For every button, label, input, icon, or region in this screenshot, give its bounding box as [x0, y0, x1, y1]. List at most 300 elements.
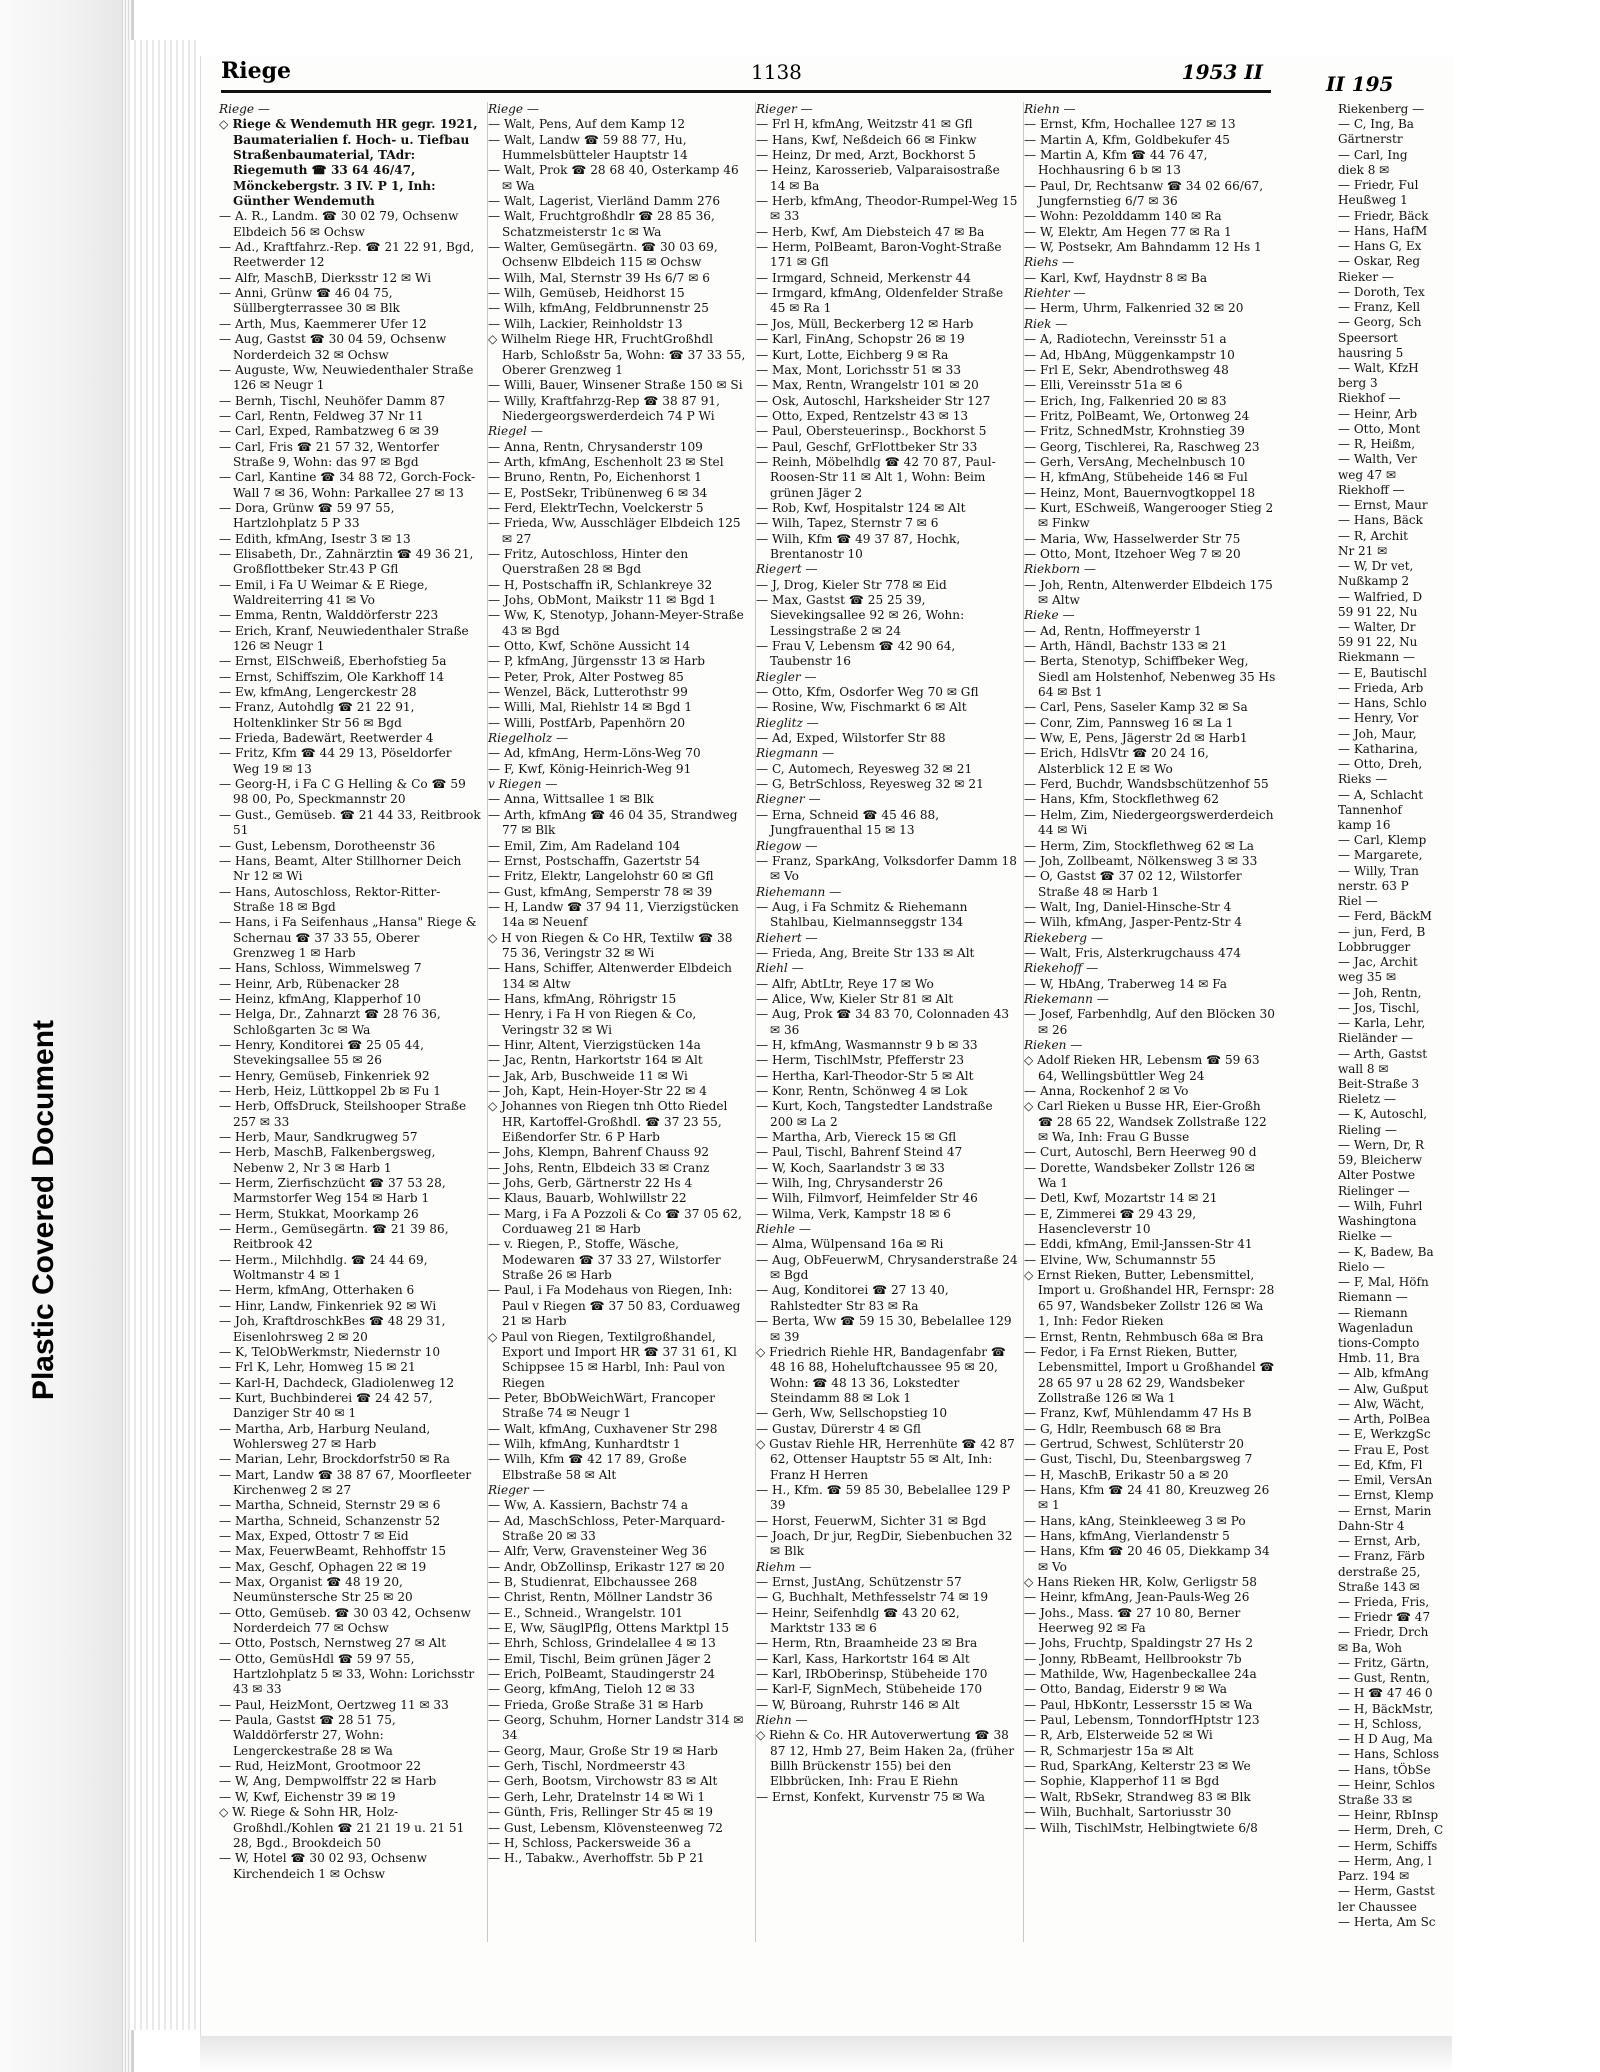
directory-entry: — Max, Mont, Lorichsstr 51 ✉ 33 [756, 362, 962, 377]
partial-entry: — Walfried, D [1338, 589, 1423, 604]
directory-entry: — Wilh, Lackier, Reinholdstr 13 [488, 316, 683, 331]
directory-entry: — Heinz, kfmAng, Klapperhof 10 [219, 991, 421, 1006]
directory-entry: — Martin A, Kfm ☎ 44 76 47, Hochhausring 6 b ✉ 13 [1024, 148, 1208, 178]
directory-entry: — H, Landw ☎ 37 94 11, Vierzigstücken 14a ✉ Neuenf [488, 899, 739, 930]
directory-entry: — Ad, Rentn, Hoffmeyerstr 1 [1024, 623, 1202, 638]
directory-entry: ◇ Paul von Riegen, Textilgroßhandel, Export und Import HR ☎ 37 31 61, Kl Schippsee 15 ✉ Harbl, Inh: Paul von Riegen [488, 1329, 737, 1390]
directory-entry: — Emma, Rentn, Walddörferstr 223 [219, 608, 439, 623]
partial-entry: — K, Badew, Ba [1338, 1244, 1434, 1259]
directory-entry: — Karl, Kass, Harkortstr 164 ✉ Alt [756, 1651, 970, 1666]
partial-entry: Rielinger — [1338, 1183, 1410, 1198]
directory-entry: — Anna, Wittsallee 1 ✉ Blk [488, 792, 654, 807]
directory-entry: — Martin A, Kfm, Goldbekufer 45 [1024, 132, 1230, 147]
partial-entry: — Jac, Archit [1338, 955, 1418, 970]
directory-columns [219, 102, 1275, 1942]
partial-entry: — Herm, Schiffs [1338, 1838, 1438, 1853]
directory-entry: — Carl, Pens, Saseler Kamp 32 ✉ Sa [1024, 700, 1248, 715]
directory-entry: — v. Riegen, P., Stoffe, Wäsche, Modewaren ☎ 37 33 27, Wilstorfer Straße 26 ✉ Harb [488, 1237, 721, 1283]
directory-entry: — Ad, HbAng, Müggenkampstr 10 [1024, 347, 1235, 362]
partial-entry: — Oskar, Reg [1338, 254, 1421, 269]
directory-entry: ◇ Riehn & Co. HR Autoverwertung ☎ 38 87 12, Hmb 27, Beim Haken 2a, (früher Billh Brückenstr 155) bei den Elbbrücken, Inh: Frau E Riehn [756, 1728, 1015, 1789]
directory-entry: — Irmgard, kfmAng, Oldenfelder Straße 45 ✉ Ra 1 [756, 286, 1004, 316]
directory-entry: — Curt, Autoschl, Bern Heerweg 90 d [1024, 1145, 1257, 1160]
section-heading: Rieken — [1024, 1037, 1083, 1052]
directory-entry: — Max, FeuerwBeamt, Rehhoffstr 15 [219, 1544, 447, 1559]
directory-entry: — Rud, HeizMont, Grootmoor 22 [219, 1759, 422, 1774]
section-heading: Rieke — [1024, 608, 1075, 623]
directory-entry: — Sophie, Klapperhof 11 ✉ Bgd [1024, 1774, 1220, 1789]
partial-entry: Gärtnerstr [1338, 132, 1403, 147]
directory-entry: — H, MaschB, Erikastr 50 a ✉ 20 [1024, 1467, 1229, 1482]
directory-entry: — Carl, Fris ☎ 21 57 32, Wentorfer Straße 9, Wohn: das 97 ✉ Bgd [219, 439, 440, 469]
partial-entry: — Carl, Klemp [1338, 833, 1427, 848]
directory-entry: — Joh, Zollbeamt, Nölkensweg 3 ✉ 33 [1024, 853, 1258, 868]
directory-entry: — Wilh, Buchhalt, Sartoriusstr 30 [1024, 1805, 1232, 1820]
directory-entry: — Ww, A. Kassiern, Bachstr 74 a [488, 1498, 689, 1513]
directory-entry: — Anna, Rockenhof 2 ✉ Vo [1024, 1084, 1189, 1098]
directory-entry: — Fritz, Kfm ☎ 44 29 13, Pöseldorfer Weg 19 ✉ 13 [219, 746, 452, 776]
directory-entry: — Gust, Tischl, Du, Steenbargsweg 7 [1024, 1452, 1253, 1467]
directory-entry: — Willi, Bauer, Winsener Straße 150 ✉ Si [488, 378, 743, 393]
directory-entry: — Johs, Klempn, Bahrenf Chauss 92 [488, 1145, 710, 1160]
directory-entry: — Otto, Kwf, Schöne Aussicht 14 [488, 639, 691, 654]
partial-entry: Riekmann — [1338, 650, 1416, 665]
section-heading: Riekeberg — [1024, 930, 1103, 945]
directory-entry: — Alfr, Verw, Gravensteiner Weg 36 [488, 1544, 707, 1559]
directory-entry: — E, Zimmerei ☎ 29 43 29, Hasencleverstr 10 [1024, 1206, 1197, 1237]
directory-entry: — Herm, kfmAng, Otterhaken 6 [219, 1283, 415, 1298]
directory-entry: — Herb, Heiz, Lüttkoppel 2b ✉ Fu 1 [219, 1084, 441, 1098]
partial-entry: 59, Bleicherw [1338, 1153, 1423, 1168]
directory-entry: — Dora, Grünw ☎ 59 97 55, Hartzlohplatz 5 P 33 [219, 500, 395, 531]
directory-entry: — Ernst, Konfekt, Kurvenstr 75 ✉ Wa [756, 1789, 985, 1804]
directory-entry: — Detl, Kwf, Mozartstr 14 ✉ 21 [1024, 1191, 1218, 1206]
partial-entry: — Walter, Dr [1338, 619, 1416, 634]
directory-entry: — Frieda, Ang, Breite Str 133 ✉ Alt [756, 945, 975, 960]
partial-entry: Nr 21 ✉ [1338, 543, 1388, 558]
directory-entry: — Martha, Arb, Viereck 15 ✉ Gfl [756, 1130, 957, 1145]
directory-entry: — Walt, Pens, Auf dem Kamp 12 [488, 117, 686, 132]
directory-entry: — Elisabeth, Dr., Zahnärztin ☎ 49 36 21, Großflottbeker Str.43 P Gfl [219, 546, 474, 577]
directory-entry: — Johs., Mass. ☎ 27 10 80, Berner Heerweg 92 ✉ Fa [1024, 1605, 1241, 1636]
partial-entry: — A, Schlacht [1338, 787, 1424, 802]
section-heading: Riehert — [756, 930, 818, 945]
section-heading: Riekemann — [1024, 991, 1109, 1006]
directory-entry: — Max, Exped, Ottostr 7 ✉ Eid [219, 1528, 409, 1543]
partial-entry: — Hans G, Ex [1338, 239, 1422, 254]
directory-entry: — Eddi, kfmAng, Emil-Janssen-Str 41 [1024, 1237, 1253, 1252]
partial-entry: — Herta, Am Sc [1338, 1914, 1436, 1929]
directory-entry: — Martha, Schneid, Sternstr 29 ✉ 6 [219, 1498, 441, 1513]
column-4 [1023, 102, 1276, 1942]
section-heading: Riehle — [756, 1222, 811, 1237]
directory-entry: — Joh, KraftdroschkBes ☎ 48 29 31, Eisenlohrsweg 2 ✉ 20 [219, 1314, 446, 1344]
partial-entry: — H ☎ 47 46 0 [1338, 1686, 1433, 1701]
partial-entry: — Ferd, BäckM [1338, 909, 1432, 924]
partial-entry: Rieker — [1338, 269, 1394, 284]
partial-entry: kamp 16 [1338, 818, 1391, 833]
directory-entry: — Ernst, Schiffszim, Ole Karkhoff 14 [219, 669, 445, 684]
partial-entry: — jun, Ferd, B [1338, 924, 1426, 939]
partial-entry: — Heinr, Arb [1338, 406, 1418, 421]
directory-entry: — Klaus, Bauarb, Wohlwillstr 22 [488, 1191, 687, 1206]
directory-entry: — Wilh, TischlMstr, Helbingtwiete 6/8 [1024, 1820, 1258, 1835]
directory-entry: — Andr, ObZollinsp, Erikastr 127 ✉ 20 [488, 1559, 725, 1574]
header-year: 1953 II [1181, 60, 1263, 84]
partial-entry: Dahn-Str 4 [1338, 1518, 1405, 1533]
directory-entry: — Hans, Schiffer, Altenwerder Elbdeich 134 ✉ Altw [488, 961, 732, 991]
directory-entry: — Gust, kfmAng, Semperstr 78 ✉ 39 [488, 884, 713, 899]
partial-entry: Rieländer — [1338, 1031, 1414, 1046]
directory-entry: — Willi, PostfArb, Papenhörn 20 [488, 715, 686, 730]
directory-entry: — Hans, Kfm ☎ 24 41 80, Kreuzweg 26 ✉ 1 [1024, 1482, 1270, 1513]
partial-entry: — Hans, Schlo [1338, 696, 1427, 711]
directory-entry: — Hans, Beamt, Alter Stillhorner Deich Nr 12 ✉ Wi [219, 853, 462, 884]
directory-entry: — Walt, Lagerist, Vierländ Damm 276 [488, 194, 721, 209]
directory-entry: — B, Studienrat, Elbchaussee 268 [488, 1575, 698, 1589]
directory-entry: — Helm, Zim, Niedergeorgswerderdeich 44 ✉ Wi [1024, 807, 1274, 838]
directory-entry: — Gerh, Lehr, Dratelnstr 14 ✉ Wi 1 [488, 1789, 706, 1804]
directory-entry: — Ww, K, Stenotyp, Johann-Meyer-Straße 43 ✉ Bgd [488, 608, 744, 638]
directory-entry: — Walt, Prok ☎ 28 68 40, Osterkamp 46 ✉ Wa [488, 163, 739, 193]
partial-entry: — Carl, Ing [1338, 147, 1408, 162]
directory-entry: — Erich, Kranf, Neuwiedenthaler Straße 126 ✉ Neugr 1 [219, 623, 469, 654]
directory-entry: — Herm, Uhrm, Falkenried 32 ✉ 20 [1024, 301, 1244, 316]
directory-entry: — Ernst, Rentn, Rehmbusch 68a ✉ Bra [1024, 1329, 1264, 1344]
directory-entry: — R, Arb, Elsterweide 52 ✉ Wi [1024, 1728, 1213, 1743]
directory-entry: — Carl, Rentn, Feldweg 37 Nr 11 [219, 408, 424, 423]
directory-entry: — Wilh, Filmvorf, Heimfelder Str 46 [756, 1191, 978, 1206]
directory-entry: — Elli, Vereinsstr 51a ✉ 6 [1024, 378, 1183, 393]
partial-entry: — Friedr, Bäck [1338, 208, 1429, 223]
directory-entry: — Herm, Zim, Stockflethweg 62 ✉ La [1024, 838, 1254, 853]
directory-entry: — H., Kfm. ☎ 59 85 30, Bebelallee 129 P 39 [756, 1482, 1011, 1513]
partial-entry: — Ernst, Marin [1338, 1503, 1432, 1518]
directory-entry: — Bernh, Tischl, Neuhöfer Damm 87 [219, 393, 446, 408]
directory-entry: ◇ Wilhelm Riege HR, FruchtGroßhdl Harb, Schloßstr 5a, Wohn: ☎ 37 33 55, Oberer Grenzweg 1 [488, 332, 746, 377]
partial-entry: — K, Autoschl, [1338, 1107, 1428, 1122]
directory-entry: — Ad., Kraftfahrz.-Rep. ☎ 21 22 91, Bgd, Reetwerder 12 [219, 240, 475, 270]
directory-entry: — Ernst, Postschaffn, Gazertstr 54 [488, 853, 701, 868]
section-heading: Rieger — [488, 1482, 545, 1497]
directory-entry: — W, Ang, Dempwolffstr 22 ✉ Harb [219, 1774, 437, 1789]
directory-entry: ◇ Riege & Wendemuth HR gegr. 1921, Baumaterialien f. Hoch- u. Tiefbau Straßenbaumaterial, TAdr: Riegemuth ☎ 33 64 46/47, Mönckebergstr. 3 IV. P 1, Inh: Günther Wendemuth [219, 117, 478, 209]
directory-entry: — Irmgard, Schneid, Merkenstr 44 [756, 270, 971, 285]
directory-entry: — Ehrh, Schloss, Grindelallee 4 ✉ 13 [488, 1636, 716, 1651]
directory-entry: — Christ, Rentn, Möllner Landstr 36 [488, 1590, 713, 1605]
directory-entry: — Alfr, AbtLtr, Reye 17 ✉ Wo [756, 976, 934, 991]
directory-entry: — Hans, Kwf, Neßdeich 66 ✉ Finkw [756, 132, 977, 147]
directory-entry: — Georg, Maur, Große Str 19 ✉ Harb [488, 1743, 718, 1758]
directory-entry: — Joh, Rentn, Altenwerder Elbdeich 175 ✉ Altw [1024, 577, 1273, 607]
directory-entry: — Wilh, Gemüseb, Heidhorst 15 [488, 286, 685, 301]
section-heading: Riege — [219, 102, 270, 116]
directory-entry: ◇ Friedrich Riehle HR, Bandagenfabr ☎ 48 16 88, Hoheluftchaussee 95 ✉ 20, Wohn: ☎ 48 13 36, Lokstedter Steindamm 88 ✉ Lok 1 [756, 1344, 1006, 1405]
directory-entry: — Martha, Schneid, Schanzenstr 52 [219, 1513, 441, 1528]
directory-entry: — Frl K, Lehr, Homweg 15 ✉ 21 [219, 1360, 416, 1375]
partial-entry: — Herm, Gastst [1338, 1884, 1435, 1899]
next-page-column [1338, 102, 1448, 1940]
directory-entry: — Erna, Schneid ☎ 45 46 88, Jungfrauenthal 15 ✉ 13 [756, 807, 940, 838]
partial-entry: Speersort [1338, 330, 1398, 345]
directory-entry: — Paul, Tischl, Bahrenf Steind 47 [756, 1145, 963, 1160]
section-heading: Riehn — [1024, 102, 1076, 116]
directory-entry: — Auguste, Ww, Neuwiedenthaler Straße 126 ✉ Neugr 1 [219, 362, 474, 393]
directory-entry: — R, Schmarjestr 15a ✉ Alt [1024, 1743, 1194, 1758]
directory-entry: — Ad, MaschSchloss, Peter-Marquard-Straße 20 ✉ 33 [488, 1513, 725, 1543]
partial-entry: — Friedr ☎ 47 [1338, 1610, 1431, 1625]
plastic-covered-sticker: Plastic Covered Document [27, 1019, 60, 1401]
directory-entry: — Hans, Schloss, Wimmelsweg 7 [219, 961, 422, 976]
section-heading: Riehemann — [756, 884, 842, 899]
directory-entry: — Gust., Gemüseb. ☎ 21 44 33, Reitbrook 51 [219, 807, 481, 838]
directory-entry: — Arth, kfmAng, Eschenholt 23 ✉ Stel [488, 454, 724, 469]
directory-entry: — Ww, E, Pens, Jägerstr 2d ✉ Harb1 [1024, 731, 1248, 746]
binding-area [0, 0, 134, 2072]
directory-entry: — Paul, Lebensm, TonndorfHptstr 123 [1024, 1713, 1260, 1728]
directory-entry: — Alma, Wülpensand 16a ✉ Ri [756, 1237, 944, 1252]
partial-entry: — H, Schloss, [1338, 1716, 1422, 1731]
partial-entry: — Joh, Maur, [1338, 726, 1417, 741]
partial-entry: — Georg, Sch [1338, 315, 1422, 330]
partial-entry: — Henry, Vor [1338, 711, 1419, 726]
partial-entry: weg 35 ✉ [1338, 970, 1397, 985]
directory-entry: — Hans, Autoschloss, Rektor-Ritter-Straße 18 ✉ Bgd [219, 884, 441, 914]
section-heading: Riegner — [756, 792, 821, 807]
directory-entry: — Kurt, Buchbinderei ☎ 24 42 57, Danziger Str 40 ✉ 1 [219, 1390, 433, 1421]
directory-entry: — Max, Geschf, Ophagen 22 ✉ 19 [219, 1559, 427, 1574]
directory-entry: ◇ Johannes von Riegen tnh Otto Riedel HR, Kartoffel-Großhdl. ☎ 37 23 55, Eißendorfer Str. 6 P Harb [488, 1099, 728, 1145]
directory-entry: — Ad, Exped, Wilstorfer Str 88 [756, 731, 946, 746]
directory-entry: — Otto, Postsch, Nernstweg 27 ✉ Alt [219, 1636, 447, 1651]
partial-entry: — R, Heißm, [1338, 437, 1416, 452]
section-heading: Riehter — [1024, 286, 1086, 301]
column-2 [487, 102, 750, 1942]
directory-entry: — E., Schneid., Wrangelstr. 101 [488, 1605, 683, 1620]
directory-entry: — Günth, Fris, Rellinger Str 45 ✉ 19 [488, 1805, 713, 1820]
directory-entry: — Gustav, Dürerstr 4 ✉ Gfl [756, 1421, 921, 1436]
directory-entry: — C, Automech, Reyesweg 32 ✉ 21 [756, 761, 973, 776]
directory-entry: — Willy, Kraftfahrzg-Rep ☎ 38 87 91, Niedergeorgswerderdeich 74 P Wi [488, 393, 720, 423]
directory-entry: — Ferd, Buchdr, Wandsbschützenhof 55 [1024, 777, 1269, 792]
directory-entry: — Herb, Maur, Sandkrugweg 57 [219, 1130, 418, 1145]
directory-entry: — Henry, i Fa H von Riegen & Co, Veringstr 32 ✉ Wi [488, 1007, 697, 1037]
directory-entry: — Walt, Fris, Alsterkrugchauss 474 [1024, 945, 1242, 960]
directory-entry: — A. R., Landm. ☎ 30 02 79, Ochsenw Elbdeich 56 ✉ Ochsw [219, 209, 459, 239]
directory-entry: — Otto, Exped, Rentzelstr 43 ✉ 13 [756, 408, 969, 423]
partial-entry: — Jos, Tischl, [1338, 1000, 1420, 1015]
directory-entry: — Fedor, i Fa Ernst Rieken, Butter, Lebensmittel, Import u Großhandel ☎ 28 65 97 u 28 62 29, Wandsbeker Zollstraße 126 ✉ Wa 1 [1024, 1344, 1275, 1405]
directory-entry: — Hans, kAng, Steinkleeweg 3 ✉ Po [1024, 1513, 1246, 1528]
directory-entry: — W, Büroang, Ruhrstr 146 ✉ Alt [756, 1697, 960, 1712]
directory-entry: — Aug, Gastst ☎ 30 04 59, Ochsenw Norderdeich 32 ✉ Ochsw [219, 332, 447, 362]
directory-entry: — Peter, Prok, Alter Postweg 85 [488, 669, 684, 684]
directory-entry: — Johs, Rentn, Elbdeich 33 ✉ Cranz [488, 1160, 710, 1175]
directory-entry: — Marg, i Fa A Pozzoli & Co ☎ 37 05 62, Corduaweg 21 ✉ Harb [488, 1206, 742, 1237]
directory-entry: — Gertrud, Schwest, Schlüterstr 20 [1024, 1436, 1244, 1451]
directory-entry: — Carl, Exped, Rambatzweg 6 ✉ 39 [219, 424, 439, 439]
directory-entry: ◇ W. Riege & Sohn HR, Holz-Großhdl./Kohlen ☎ 21 21 19 u. 21 51 28, Bgd., Brookdeich 50 [219, 1805, 465, 1850]
partial-entry: — Fritz, Gärtn, [1338, 1655, 1430, 1670]
partial-entry: ler Chaussee [1338, 1899, 1417, 1914]
directory-entry: — Wilh, kfmAng, Jasper-Pentz-Str 4 [1024, 915, 1242, 930]
directory-entry: — Rob, Kwf, Hospitalstr 124 ✉ Alt [756, 500, 966, 515]
directory-entry: — Herm, Zierfischzücht ☎ 37 53 28, Marmstorfer Weg 154 ✉ Harb 1 [219, 1176, 446, 1206]
directory-entry: — Hans, Kfm ☎ 20 46 05, Diekkamp 34 ✉ Vo [1024, 1544, 1270, 1574]
directory-entry: — Ernst, Kfm, Hochallee 127 ✉ 13 [1024, 117, 1236, 132]
section-heading: Riegert — [756, 562, 818, 577]
directory-entry: — Walter, Gemüsegärtn. ☎ 30 03 69, Ochsenw Elbdeich 115 ✉ Ochsw [488, 240, 718, 270]
partial-entry: derstraße 25, [1338, 1564, 1421, 1579]
section-heading: Riehm — [756, 1559, 812, 1574]
section-heading: Riehl — [756, 961, 804, 976]
directory-entry: — Georg, Tischlerei, Ra, Raschweg 23 [1024, 439, 1260, 454]
directory-entry: — Kurt, ESchweiß, Wangerooger Stieg 2 ✉ Finkw [1024, 500, 1274, 531]
partial-entry: Wagenladun [1338, 1320, 1414, 1335]
partial-entry: tions-Compto [1338, 1335, 1420, 1350]
directory-entry: — W, Koch, Saarlandstr 3 ✉ 33 [756, 1160, 945, 1175]
directory-entry: — Heinr, Arb, Rübenacker 28 [219, 976, 400, 991]
partial-entry: — Friedr, Drch [1338, 1625, 1429, 1640]
directory-entry: — Johs, ObMont, Maikstr 11 ✉ Bgd 1 [488, 593, 717, 607]
directory-entry: — Wilh, Ing, Chrysanderstr 26 [756, 1176, 943, 1191]
directory-entry: — Georg, kfmAng, Tieloh 12 ✉ 33 [488, 1682, 695, 1697]
partial-entry: Riekenberg — [1338, 102, 1425, 116]
partial-entry: — Hans, Schloss [1338, 1747, 1439, 1762]
section-heading: Rieglitz — [756, 715, 819, 730]
directory-entry: — Wohn: Pezolddamm 140 ✉ Ra [1024, 209, 1222, 224]
directory-entry: — Herb, kfmAng, Theodor-Rumpel-Weg 15 ✉ 33 [756, 194, 1018, 224]
directory-entry: — Herm, PolBeamt, Baron-Voght-Straße 171 ✉ Gfl [756, 240, 1002, 270]
directory-entry: — Martha, Arb, Harburg Neuland, Wohlersweg 27 ✉ Harb [219, 1421, 431, 1451]
directory-entry: — Anni, Grünw ☎ 46 04 75, Süllbergterrassee 30 ✉ Blk [219, 286, 400, 316]
directory-entry: — Alice, Ww, Kieler Str 81 ✉ Alt [756, 991, 954, 1006]
section-heading: Riegel — [488, 424, 543, 439]
partial-entry: Riemann — [1338, 1290, 1408, 1305]
partial-entry: — R, Archit [1338, 528, 1408, 543]
directory-entry: — Kurt, Koch, Tangstedter Landstraße 200 ✉ La 2 [756, 1099, 993, 1129]
partial-entry: — Gust, Rentn, [1338, 1671, 1430, 1686]
directory-entry: — Franz, Kwf, Mühlendamm 47 Hs B [1024, 1406, 1252, 1421]
directory-entry: — Otto, Gemüseb. ☎ 30 03 42, Ochsenw Norderdeich 77 ✉ Ochsw [219, 1605, 471, 1636]
directory-entry: — Wenzel, Bäck, Lutterothstr 99 [488, 685, 688, 700]
directory-page [200, 56, 1453, 2036]
partial-entry: — Frieda, Arb [1338, 680, 1424, 695]
directory-entry: — Walt, Landw ☎ 59 88 77, Hu, Hummelsbütteler Hauptstr 14 [488, 132, 688, 163]
directory-entry: — K, TelObWerkmstr, Niedernstr 10 [219, 1344, 441, 1359]
directory-entry: — Kurt, Lotte, Eichberg 9 ✉ Ra [756, 347, 949, 362]
directory-entry: — Gust, Lebensm, Dorotheenstr 36 [219, 838, 436, 853]
directory-entry: — Herm., Gemüsegärtn. ☎ 21 39 86, Reitbrook 42 [219, 1222, 449, 1252]
partial-entry: ✉ Ba, Woh [1338, 1640, 1402, 1655]
directory-entry: — Max, Organist ☎ 48 19 20, Neumünstersche Str 25 ✉ 20 [219, 1575, 413, 1605]
directory-entry: — Paula, Gastst ☎ 28 51 75, Walddörferstr 27, Wohn: Lengerckestraße 28 ✉ Wa [219, 1713, 396, 1758]
directory-entry: — Hans, kfmAng, Vierlandenstr 5 [1024, 1528, 1230, 1543]
section-heading: Riekborn — [1024, 562, 1096, 577]
section-heading: Rieger — [756, 102, 813, 116]
section-heading: Riek — [1024, 316, 1068, 331]
directory-entry: ◇ H von Riegen & Co HR, Textilw ☎ 38 75 36, Veringstr 32 ✉ Wi [488, 930, 733, 960]
directory-entry: — Otto, Mont, Itzehoer Weg 7 ✉ 20 [1024, 546, 1241, 561]
directory-entry: — Georg-H, i Fa C G Helling & Co ☎ 59 98 00, Po, Speckmannstr 20 [219, 777, 466, 807]
directory-entry: — Reinh, Möbelhdlg ☎ 42 70 87, Paul-Roosen-Str 11 ✉ Alt 1, Wohn: Beim grünen Jäger 2 [756, 454, 996, 500]
partial-entry: Riekhoff — [1338, 482, 1405, 497]
directory-entry: — Wilh, Kfm ☎ 49 37 87, Hochk, Brentanostr 10 [756, 531, 961, 561]
partial-entry: Hmb. 11, Bra [1338, 1351, 1420, 1366]
directory-entry: — Helga, Dr., Zahnarzt ☎ 28 76 36, Schloßgarten 3c ✉ Wa [219, 1007, 441, 1037]
directory-entry: ◇ Ernst Rieken, Butter, Lebensmittel, Import u. Großhandel HR, Fernspr: 28 65 97, Wandsbeker Zollstr 126 ✉ Wa 1, Inh: Fedor Rieken [1024, 1268, 1275, 1329]
directory-entry: — H, kfmAng, Stübeheide 146 ✉ Ful [1024, 470, 1248, 485]
directory-entry: — Wilh, Kfm ☎ 42 17 89, Große Elbstraße 58 ✉ Alt [488, 1452, 687, 1482]
directory-entry: — Alfr, MaschB, Dierksstr 12 ✉ Wi [219, 270, 432, 285]
directory-entry: — Max, Rentn, Wrangelstr 101 ✉ 20 [756, 378, 979, 393]
directory-entry: — Jonny, RbBeamt, Hellbrookstr 7b [1024, 1651, 1242, 1666]
directory-entry: — Otto, Bandag, Eiderstr 9 ✉ Wa [1024, 1682, 1227, 1697]
directory-entry: — Frl H, kfmAng, Weitzstr 41 ✉ Gfl [756, 117, 973, 132]
directory-entry: — P, kfmAng, Jürgensstr 13 ✉ Harb [488, 654, 706, 669]
partial-entry: — Hans, HafM [1338, 223, 1428, 238]
directory-entry: — Ad, kfmAng, Herm-Löns-Weg 70 [488, 746, 701, 761]
page-number: 1138 [751, 60, 802, 84]
directory-entry: — Erich, PolBeamt, Staudingerstr 24 [488, 1667, 716, 1682]
partial-entry: — C, Ing, Ba [1338, 117, 1414, 132]
directory-entry: — Max, Gastst ☎ 25 25 39, Sievekingsallee 92 ✉ 26, Wohn: Lessingstraße 2 ✉ 24 [756, 593, 965, 638]
partial-entry: — Frieda, Fris, [1338, 1594, 1430, 1609]
partial-entry: — Otto, Dreh, [1338, 757, 1423, 772]
directory-entry: — Hertha, Karl-Theodor-Str 5 ✉ Alt [756, 1068, 974, 1083]
directory-entry: — Mart, Landw ☎ 38 87 67, Moorfleeter Kirchenweg 2 ✉ 27 [219, 1467, 472, 1497]
directory-entry: — Arth, kfmAng ☎ 46 04 35, Strandweg 77 ✉ Blk [488, 807, 738, 838]
section-heading: Riegmann — [756, 746, 835, 761]
directory-entry: — Fritz, PolBeamt, We, Ortonweg 24 [1024, 408, 1250, 423]
partial-entry: Heußweg 1 [1338, 193, 1408, 208]
partial-entry: Rieks — [1338, 772, 1388, 787]
directory-entry: — Otto, GemüsHdl ☎ 59 97 55, Hartzlohplatz 5 ✉ 33, Wohn: Lorichsstr 43 ✉ 33 [219, 1651, 475, 1697]
directory-entry: — Aug, ObFeuerwM, Chrysanderstraße 24 ✉ Bgd [756, 1252, 1018, 1283]
header-keyword: Riege [221, 58, 292, 84]
directory-entry: — Herm., Milchhdlg. ☎ 24 44 69, Woltmanstr 4 ✉ 1 [219, 1252, 428, 1283]
directory-entry: — Gerh, Bootsm, Virchowstr 83 ✉ Alt [488, 1774, 718, 1789]
directory-entry: — Frau V, Lebensm ☎ 42 90 64, Taubenstr 16 [756, 639, 956, 669]
partial-entry: Straße 143 ✉ [1338, 1579, 1420, 1594]
directory-entry: — Fritz, Autoschloss, Hinter den Querstraßen 28 ✉ Bgd [488, 546, 689, 577]
directory-entry: — Hinr, Landw, Finkenriek 92 ✉ Wi [219, 1298, 437, 1313]
directory-entry: — Gerh, Tischl, Nordmeerstr 43 [488, 1759, 686, 1774]
directory-entry: — Ferd, ElektrTechn, Voelckerstr 5 [488, 500, 704, 515]
directory-entry: — Walt, RbSekr, Strandweg 83 ✉ Blk [1024, 1789, 1251, 1804]
directory-entry: — F, Kwf, König-Heinrich-Weg 91 [488, 761, 692, 776]
partial-entry: — Willy, Tran [1338, 863, 1419, 878]
directory-entry: — Paul, Obersteuerinsp., Bockhorst 5 [756, 424, 987, 439]
directory-entry: — Arth, Händl, Bachstr 133 ✉ 21 [1024, 639, 1228, 654]
directory-entry: — Wilh, kfmAng, Feldbrunnenstr 25 [488, 301, 710, 316]
directory-entry: — Hinr, Altent, Vierzigstücken 14a [488, 1037, 701, 1052]
partial-entry: — Riemann [1338, 1305, 1408, 1320]
partial-entry: Tannenhof [1338, 802, 1402, 817]
directory-entry: — Carl, Kantine ☎ 34 88 72, Gorch-Fock-Wall 7 ✉ 36, Wohn: Parkallee 27 ✉ 13 [219, 470, 476, 500]
directory-entry: — Johs, Fruchtp, Spaldingstr 27 Hs 2 [1024, 1636, 1254, 1651]
directory-entry: — Frl E, Sekr, Abendrothsweg 48 [1024, 362, 1229, 377]
directory-entry: — W, HbAng, Traberweg 14 ✉ Fa [1024, 976, 1228, 991]
partial-entry: — Katharina, [1338, 741, 1418, 756]
directory-entry: — Aug, Konditorei ☎ 27 13 40, Rahlstedter Str 83 ✉ Ra [756, 1283, 949, 1313]
directory-entry: — J, Drog, Kieler Str 778 ✉ Eid [756, 577, 947, 592]
directory-entry: — Henry, Gemüseb, Finkenriek 92 [219, 1068, 430, 1083]
partial-entry: Riekhof — [1338, 391, 1401, 406]
partial-entry: — Ed, Kfm, Fl [1338, 1457, 1423, 1472]
directory-entry: — H, kfmAng, Wasmannstr 9 b ✉ 33 [756, 1037, 978, 1052]
directory-entry: — Emil, Zim, Am Radeland 104 [488, 838, 681, 853]
